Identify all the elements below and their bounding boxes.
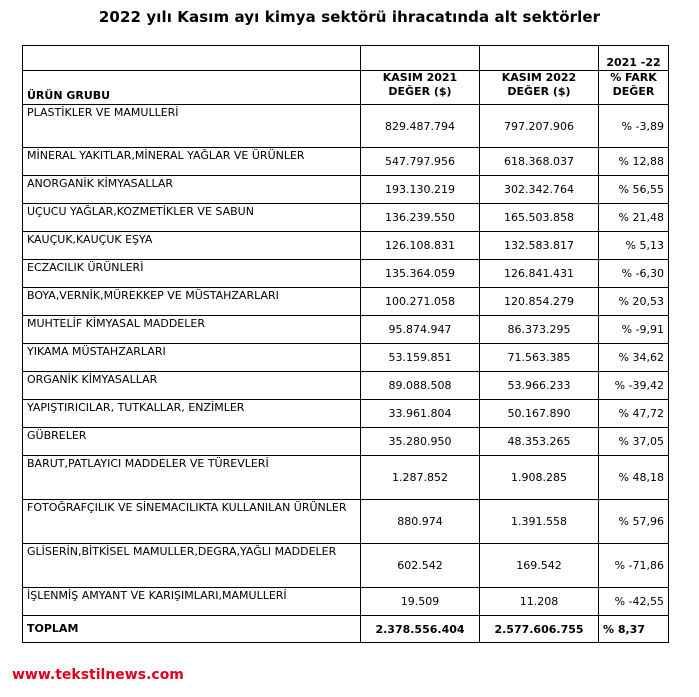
header-nov-2021-unit: DEĞER ($) — [388, 85, 452, 98]
value-2021-cell: 880.974 — [361, 500, 480, 544]
diff-cell: % 48,18 — [599, 456, 669, 500]
value-2022-cell: 120.854.279 — [480, 288, 599, 316]
website-link[interactable]: www.tekstilnews.com — [12, 667, 184, 683]
diff-cell: % -9,91 — [599, 316, 669, 344]
value-2022-cell: 169.542 — [480, 544, 599, 588]
diff-cell: % 21,48 — [599, 204, 669, 232]
product-group-cell: PLASTİKLER VE MAMULLERİ — [23, 105, 361, 148]
value-2022-cell: 50.167.890 — [480, 400, 599, 428]
header-empty-cell — [23, 46, 361, 71]
product-group-cell: ANORGANİK KİMYASALLAR — [23, 176, 361, 204]
total-row — [23, 616, 669, 643]
value-2022-cell: 797.207.906 — [480, 105, 599, 148]
diff-cell: % 5,13 — [599, 232, 669, 260]
table-row — [23, 372, 669, 400]
export-table — [22, 45, 669, 643]
header-empty-cell — [361, 46, 480, 71]
product-group-cell: MİNERAL YAKITLAR,MİNERAL YAĞLAR VE ÜRÜNLER — [23, 148, 361, 176]
header-row-bottom — [23, 71, 669, 105]
table-row — [23, 500, 669, 544]
product-group-cell: ECZACILIK ÜRÜNLERİ — [23, 260, 361, 288]
product-group-cell: MUHTELİF KİMYASAL MADDELER — [23, 316, 361, 344]
diff-cell: % 37,05 — [599, 428, 669, 456]
product-group-cell: YIKAMA MÜSTAHZARLARI — [23, 344, 361, 372]
value-2021-cell: 193.130.219 — [361, 176, 480, 204]
product-group-cell: GLİSERİN,BİTKİSEL MAMULLER,DEGRA,YAĞLI MADDELER — [23, 544, 361, 588]
table-row — [23, 232, 669, 260]
product-group-cell: KAUÇUK,KAUÇUK EŞYA — [23, 232, 361, 260]
table-row — [23, 400, 669, 428]
diff-cell: % 57,96 — [599, 500, 669, 544]
value-2022-cell: 86.373.295 — [480, 316, 599, 344]
table-row — [23, 176, 669, 204]
diff-cell: % 34,62 — [599, 344, 669, 372]
value-2021-cell: 53.159.851 — [361, 344, 480, 372]
diff-cell: % 12,88 — [599, 148, 669, 176]
product-group-cell: UÇUCU YAĞLAR,KOZMETİKLER VE SABUN — [23, 204, 361, 232]
value-2022-cell: 1.908.285 — [480, 456, 599, 500]
value-2021-cell: 95.874.947 — [361, 316, 480, 344]
product-group-cell: İŞLENMİŞ AMYANT VE KARIŞIMLARI,MAMULLERİ — [23, 588, 361, 616]
value-2021-cell: 19.509 — [361, 588, 480, 616]
header-diff-period: 2021 -22 — [599, 46, 669, 71]
table-row — [23, 428, 669, 456]
value-2021-cell: 602.542 — [361, 544, 480, 588]
table-row — [23, 288, 669, 316]
diff-cell: % 56,55 — [599, 176, 669, 204]
table-row — [23, 544, 669, 588]
diff-cell: % 20,53 — [599, 288, 669, 316]
value-2021-cell: 100.271.058 — [361, 288, 480, 316]
value-2022-cell: 53.966.233 — [480, 372, 599, 400]
diff-cell: % -42,55 — [599, 588, 669, 616]
product-group-cell: FOTOĞRAFÇILIK VE SİNEMACILIKTA KULLANILAN ÜRÜNLER — [23, 500, 361, 544]
product-group-cell: ORGANİK KİMYASALLAR — [23, 372, 361, 400]
value-2021-cell: 547.797.956 — [361, 148, 480, 176]
header-diff-label: % FARK — [610, 71, 657, 84]
header-diff — [599, 71, 669, 105]
value-2022-cell: 126.841.431 — [480, 260, 599, 288]
table-row — [23, 316, 669, 344]
value-2022-cell: 1.391.558 — [480, 500, 599, 544]
value-2021-cell: 1.287.852 — [361, 456, 480, 500]
table-row — [23, 148, 669, 176]
product-group-cell: BARUT,PATLAYICI MADDELER VE TÜREVLERİ — [23, 456, 361, 500]
header-nov-2021-label: KASIM 2021 — [382, 71, 458, 84]
value-2021-cell: 35.280.950 — [361, 428, 480, 456]
value-2022-cell: 618.368.037 — [480, 148, 599, 176]
value-2022-cell: 48.353.265 — [480, 428, 599, 456]
table-row — [23, 588, 669, 616]
diff-cell: % 47,72 — [599, 400, 669, 428]
value-2022-cell: 11.208 — [480, 588, 599, 616]
header-product-group: ÜRÜN GRUBU — [23, 71, 361, 105]
value-2021-cell: 135.364.059 — [361, 260, 480, 288]
diff-cell: % -6,30 — [599, 260, 669, 288]
page-title: 2022 yılı Kasım ayı kimya sektörü ihracatında alt sektörler — [98, 8, 601, 26]
header-nov-2022 — [480, 71, 599, 105]
value-2021-cell: 126.108.831 — [361, 232, 480, 260]
total-diff: % 8,37 — [599, 616, 669, 643]
total-label: TOPLAM — [23, 616, 361, 643]
product-group-cell: GÜBRELER — [23, 428, 361, 456]
table-row — [23, 344, 669, 372]
table-row — [23, 105, 669, 148]
header-nov-2022-label: KASIM 2022 — [501, 71, 577, 84]
table-row — [23, 204, 669, 232]
value-2021-cell: 33.961.804 — [361, 400, 480, 428]
value-2021-cell: 136.239.550 — [361, 204, 480, 232]
total-2022: 2.577.606.755 — [480, 616, 599, 643]
value-2021-cell: 829.487.794 — [361, 105, 480, 148]
header-empty-cell — [480, 46, 599, 71]
product-group-cell: BOYA,VERNİK,MÜREKKEP VE MÜSTAHZARLARI — [23, 288, 361, 316]
header-diff-unit: DEĞER — [612, 85, 655, 98]
value-2022-cell: 132.583.817 — [480, 232, 599, 260]
product-group-cell: YAPIŞTIRICILAR, TUTKALLAR, ENZİMLER — [23, 400, 361, 428]
value-2022-cell: 71.563.385 — [480, 344, 599, 372]
table-row — [23, 260, 669, 288]
diff-cell: % -39,42 — [599, 372, 669, 400]
header-row-top — [23, 46, 669, 71]
header-nov-2022-unit: DEĞER ($) — [507, 85, 571, 98]
table-row — [23, 456, 669, 500]
value-2021-cell: 89.088.508 — [361, 372, 480, 400]
value-2022-cell: 165.503.858 — [480, 204, 599, 232]
diff-cell: % -71,86 — [599, 544, 669, 588]
value-2022-cell: 302.342.764 — [480, 176, 599, 204]
header-nov-2021 — [361, 71, 480, 105]
diff-cell: % -3,89 — [599, 105, 669, 148]
total-2021: 2.378.556.404 — [361, 616, 480, 643]
